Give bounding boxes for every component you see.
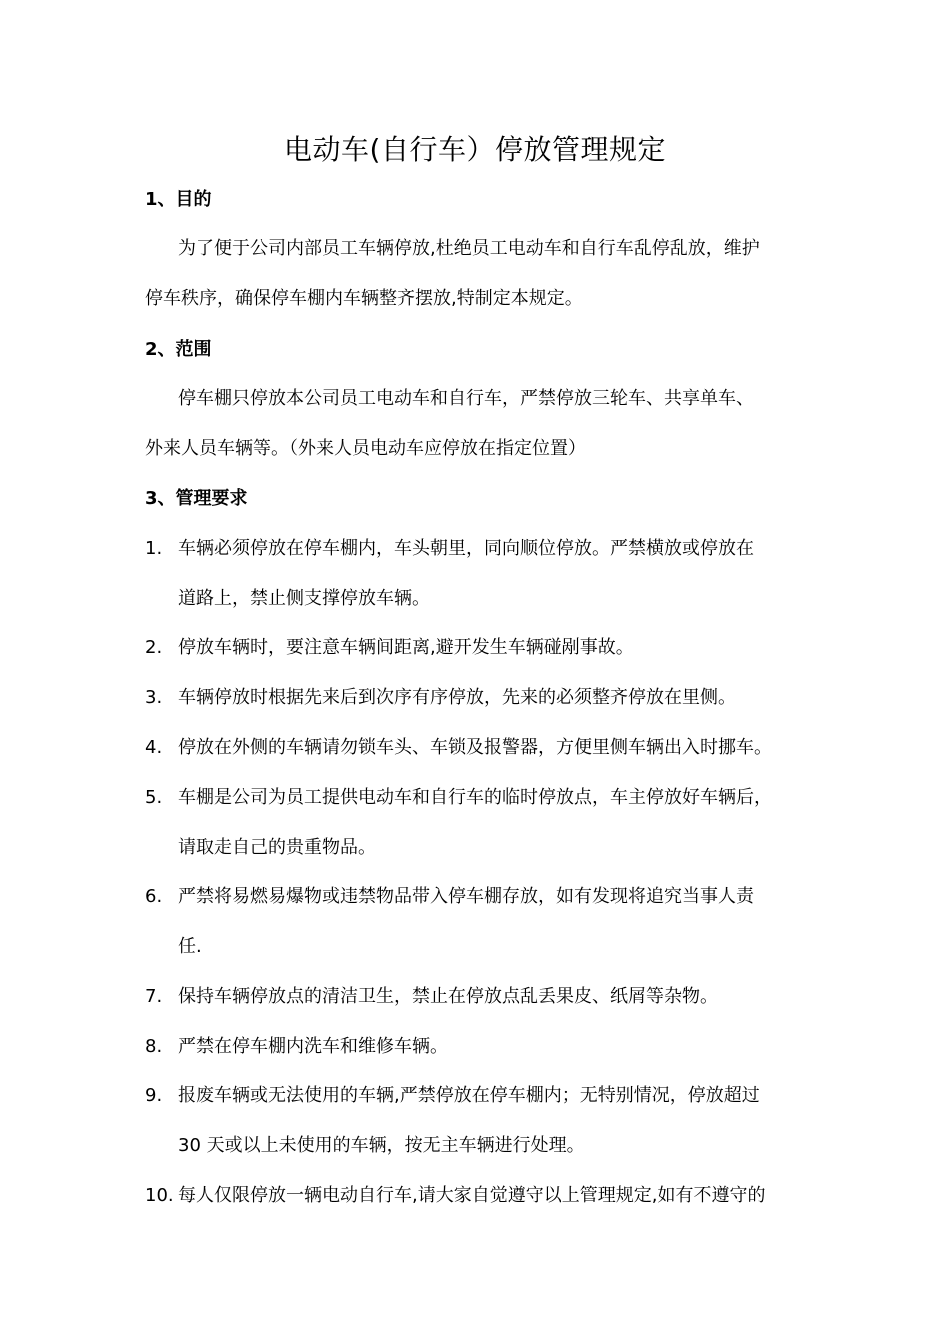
list-item-number: 8. <box>145 1036 163 1057</box>
list-item-number: 3. <box>145 687 163 708</box>
list-item-line: 停放在外侧的车辆请勿锁车头、车锁及报警器，方便里侧车辆出入时挪车。 <box>178 737 772 758</box>
list-item-number: 10. <box>145 1185 174 1206</box>
list-item-line: 停放车辆时，要注意车辆间距离,避开发生车辆碰剐事故。 <box>178 637 634 658</box>
document-title: 电动车(自行车）停放管理规定 <box>284 133 666 166</box>
list-item-line: 车辆停放时根据先来后到次序有序停放，先来的必须整齐停放在里侧。 <box>178 687 736 708</box>
list-item-number: 5. <box>145 787 163 808</box>
section-heading-purpose: 1、目的 <box>145 189 212 210</box>
list-item-number: 1. <box>145 538 163 559</box>
section-heading-requirements: 3、管理要求 <box>145 488 248 509</box>
list-item-number: 2. <box>145 637 163 658</box>
paragraph-line: 停车秩序，确保停车棚内车辆整齐摆放,特制定本规定。 <box>145 288 583 309</box>
list-item-number: 4. <box>145 737 163 758</box>
list-item-line: 请取走自己的贵重物品。 <box>178 837 376 858</box>
paragraph-line: 为了便于公司内部员工车辆停放,杜绝员工电动车和自行车乱停乱放，维护 <box>178 238 760 259</box>
paragraph-line: 停车棚只停放本公司员工电动车和自行车，严禁停放三轮车、共享单车、 <box>178 388 754 409</box>
list-item-number: 6. <box>145 886 163 907</box>
list-item-line: 严禁将易燃易爆物或违禁物品带入停车棚存放，如有发现将追究当事人责 <box>178 886 754 907</box>
list-item-line: 30 天或以上未使用的车辆，按无主车辆进行处理。 <box>178 1135 585 1156</box>
list-item-line: 道路上，禁止侧支撑停放车辆。 <box>178 588 430 609</box>
list-item-line: 严禁在停车棚内洗车和维修车辆。 <box>178 1036 448 1057</box>
list-item-line: 任. <box>178 936 202 957</box>
list-item-line: 车辆必须停放在停车棚内，车头朝里，同向顺位停放。严禁横放或停放在 <box>178 538 754 559</box>
list-item-line: 车棚是公司为员工提供电动车和自行车的临时停放点，车主停放好车辆后， <box>178 787 772 808</box>
section-heading-scope: 2、范围 <box>145 339 212 360</box>
list-item-line: 保持车辆停放点的清洁卫生，禁止在停放点乱丢果皮、纸屑等杂物。 <box>178 986 718 1007</box>
list-item-line: 报废车辆或无法使用的车辆,严禁停放在停车棚内；无特别情况，停放超过 <box>178 1085 760 1106</box>
list-item-number: 9. <box>145 1085 163 1106</box>
list-item-number: 7. <box>145 986 163 1007</box>
list-item-line: 每人仅限停放一辆电动自行车,请大家自觉遵守以上管理规定,如有不遵守的 <box>178 1185 766 1206</box>
paragraph-line: 外来人员车辆等。（外来人员电动车应停放在指定位置） <box>145 438 586 459</box>
